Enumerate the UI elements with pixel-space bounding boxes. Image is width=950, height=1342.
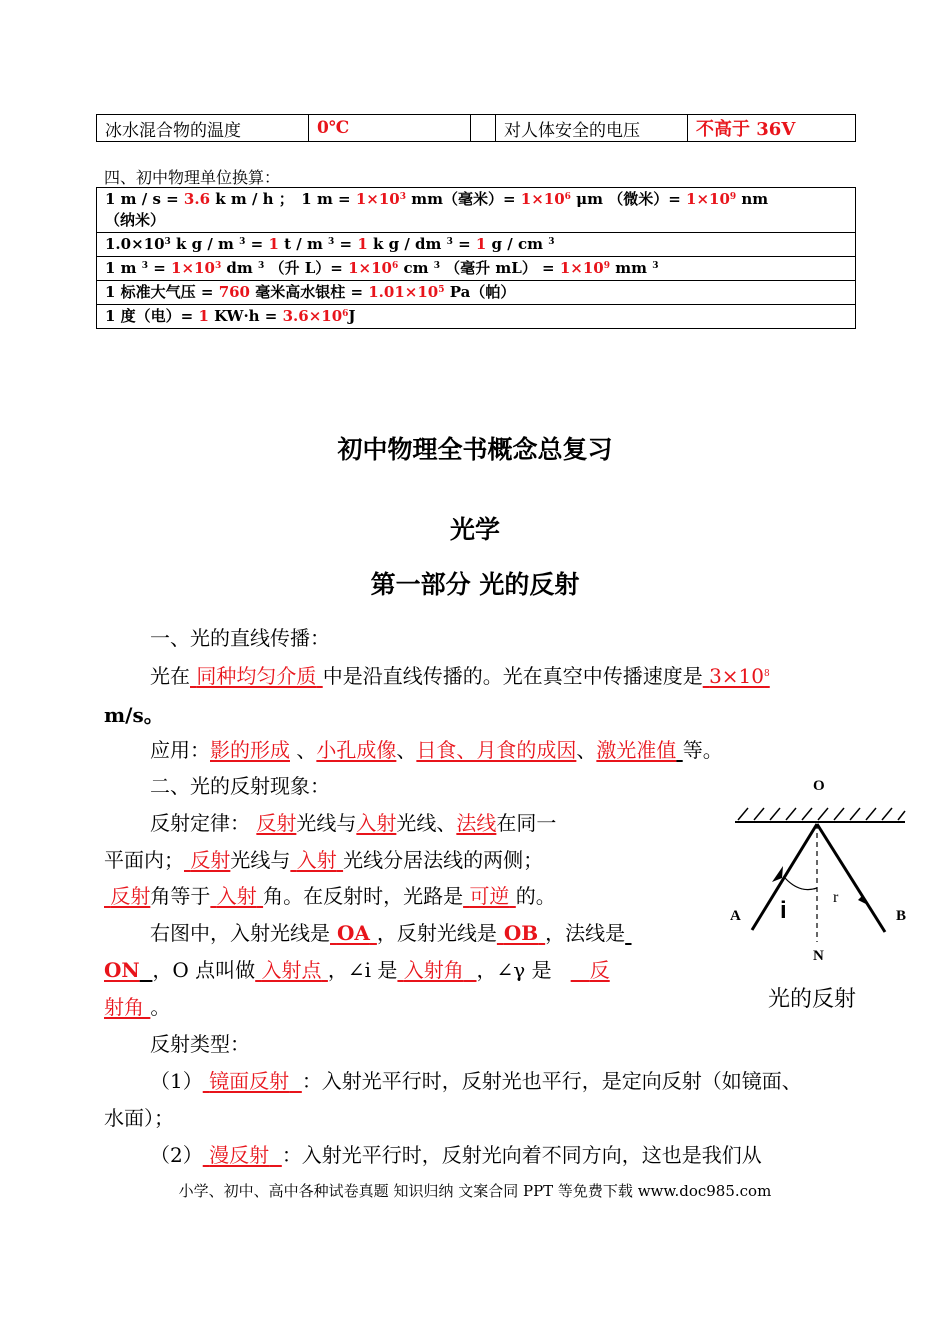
label-r: r bbox=[833, 889, 839, 906]
main-title: 初中物理全书概念总复习 bbox=[337, 435, 613, 464]
label-a: A bbox=[730, 908, 741, 924]
units-section-title: 四、初中物理单位换算： bbox=[104, 168, 281, 187]
paragraph-line: 应用：影的形成 、小孔成像、日食、月食的成因、激光准值 等。 bbox=[150, 738, 723, 762]
table-row: 1 度（电）= 1 $KW\cdot h = 3.6\times 10^6J$ bbox=[97, 305, 856, 329]
table-row: $1.0\times 10^3$ k g / m $^3$ = 1 t / m $^3$ = 1 k g / dm $^3$ = 1 g / cm $^3$ bbox=[97, 233, 856, 257]
table-row: 1 标准大气压 = 760 毫米高水银柱 = $1.01\times 10^5$ Pa（帕） bbox=[97, 281, 856, 305]
unit-conversion-table bbox=[96, 187, 856, 329]
paragraph-line: m/s。 bbox=[104, 703, 164, 727]
paragraph-line: ON ，O 点叫做 入射点 ，∠i 是 入射角 ，∠γ 是 反 bbox=[104, 958, 610, 982]
part-title: 第一部分 光的反射 bbox=[370, 570, 580, 599]
angle-i-arc bbox=[785, 878, 817, 890]
cell-label-ice-water: 冰水混合物的温度 bbox=[97, 115, 309, 142]
reflected-ray bbox=[817, 824, 885, 932]
cell-label-safe-voltage: 对人体安全的电压 bbox=[496, 115, 688, 142]
paragraph-line: （2） 漫反射 ：入射光平行时，反射光向着不同方向，这也是我们从 bbox=[150, 1143, 762, 1167]
label-b: B bbox=[896, 908, 907, 924]
heading-straight-propagation: 一、光的直线传播： bbox=[150, 626, 330, 650]
paragraph-line: 右图中，入射光线是 OA ，反射光线是 OB ，法线是 bbox=[150, 921, 626, 945]
paragraph-line: （1） 镜面反射 ：入射光平行时，反射光也平行，是定向反射（如镜面、 bbox=[150, 1069, 802, 1093]
cell-value-safe-voltage: 不高于 36V bbox=[688, 115, 856, 142]
paragraph-line: 射角 。 bbox=[104, 995, 171, 1019]
paragraph-line: 平面内； 反射光线与 入射 光线分居法线的两侧； bbox=[104, 848, 544, 872]
heading-reflection-types: 反射类型： bbox=[150, 1032, 250, 1056]
page-footer: 小学、初中、高中各种试卷真题 知识归纳 文案合同 PPT 等免费下载 www.doc985.com bbox=[178, 1182, 772, 1200]
cell-value-ice-water: 0℃ bbox=[309, 115, 471, 142]
mirror bbox=[735, 808, 905, 822]
paragraph-line: 反射角等于 入射 角。在反射时，光路是 可逆 的。 bbox=[110, 884, 556, 908]
cell-spacer bbox=[471, 115, 496, 142]
figure-caption: 光的反射 bbox=[768, 987, 857, 1012]
table-row: 1 m / s = 3.6 k m / h ； 1 $m = 1\times 10^3$ mm（毫米）= $1\times 10^6$ μm （微米）= $1\times 10^9$ nm （纳米） bbox=[97, 188, 856, 233]
heading-reflection: 二、光的反射现象： bbox=[150, 774, 330, 798]
reflection-diagram bbox=[720, 770, 920, 970]
label-o: O bbox=[813, 778, 825, 794]
constants-table bbox=[96, 114, 856, 142]
paragraph-line: 反射定律： 反射光线与入射光线、法线在同一 bbox=[150, 811, 557, 835]
paragraph-line: 水面）； bbox=[104, 1106, 174, 1130]
label-n: N bbox=[813, 948, 824, 964]
section-title-optics: 光学 bbox=[449, 515, 500, 544]
table-row: 1 m $^3 = 1\times 10^3$ dm $^3$ （升 $L)= 1\times 10^6$ cm $^3$ （毫升 $mL) = 1\times 10^9$ mm $^3$ bbox=[97, 257, 856, 281]
paragraph-line: 光在 同种均匀介质 中是沿直线传播的。光在真空中传播速度是 $3\times 10^8$ bbox=[150, 664, 770, 688]
label-i: i bbox=[780, 897, 787, 924]
